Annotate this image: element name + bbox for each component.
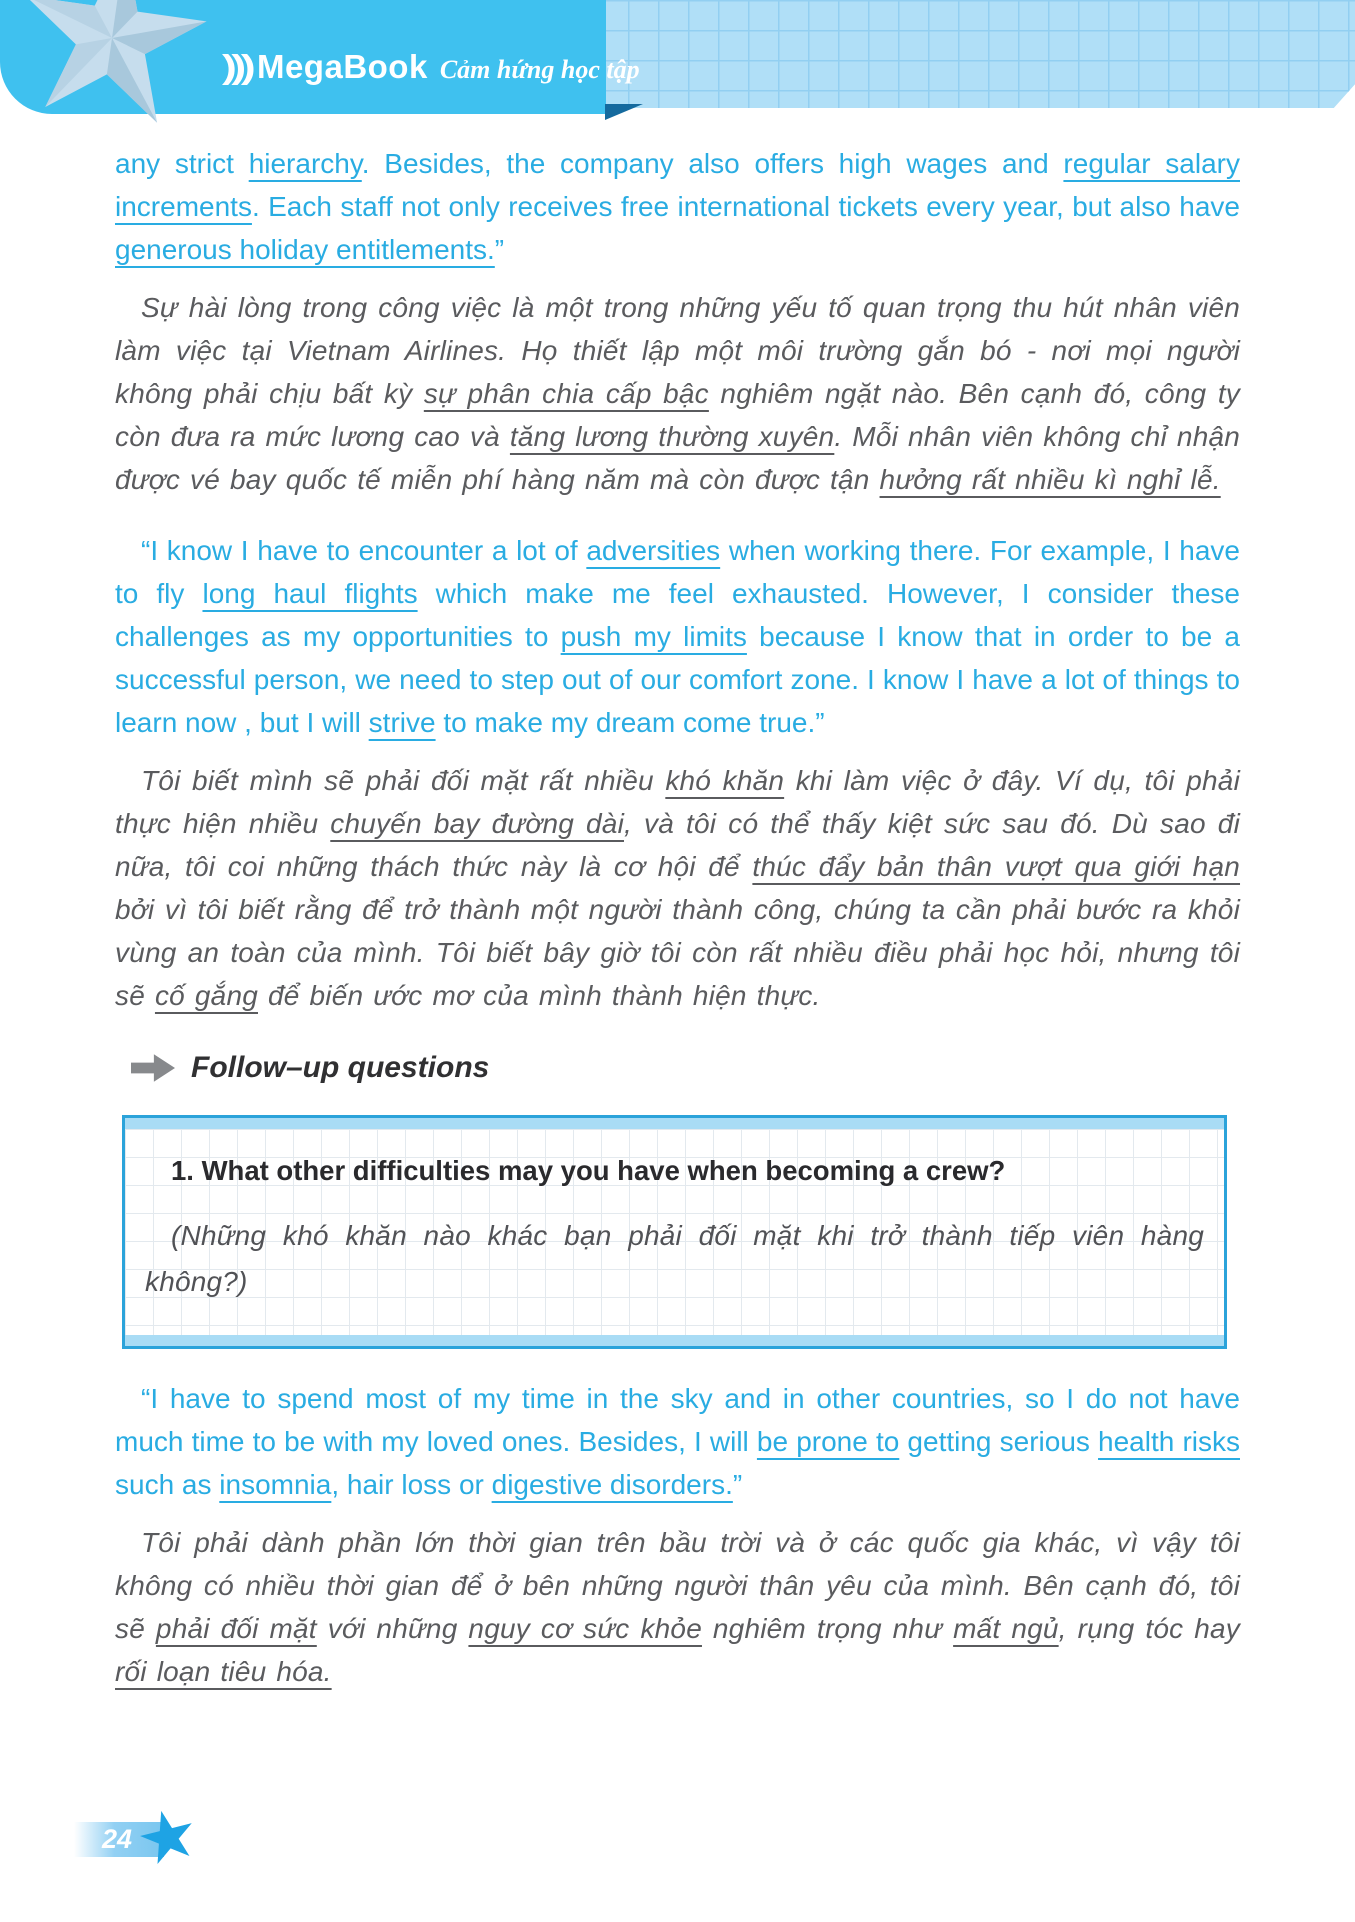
paragraph-english-2: “I know I have to encounter a lot of adversities when working there. For example, I have to fly long haul flights which make me feel exhausted. However, I consider these challenges as my opportunities to push my limits because I know that in order to be a successful person, we need to step out of our comfort zone. I know I have a lot of things to learn now , but I will strive to make my dream come true.” xyxy=(115,535,1241,738)
followup-heading xyxy=(131,1051,1240,1085)
page-content xyxy=(0,142,1355,1693)
brand-name: MegaBook xyxy=(256,48,428,85)
paragraph-english-1: any strict hierarchy. Besides, the company also offers high wages and regular salary increments. Each staff not only receives free international tickets every year, but also have generous holiday entitlements.” xyxy=(115,148,1240,265)
brand-tagline: Cảm hứng học tập xyxy=(439,55,640,84)
question-translation: (Những khó khăn nào khác bạn phải đối mặt khi trở thành tiếp viên hàng không?) xyxy=(145,1220,1204,1297)
question-text: 1. What other difficulties may you have when becoming a crew? xyxy=(171,1155,1006,1186)
question-box xyxy=(122,1115,1227,1349)
arrow-right-icon xyxy=(131,1053,175,1083)
paragraph-vietnamese-3: Tôi phải dành phần lớn thời gian trên bầu trời và ở các quốc gia khác, vì vậy tôi không có nhiều thời gian để ở bên những người thân yêu của mình. Bên cạnh đó, tôi sẽ phải đối mặt với những nguy cơ sức khỏe nghiêm trọng như mất ngủ, rụng tóc hay rối loạn tiêu hóa. xyxy=(115,1527,1240,1687)
page-number: 24 xyxy=(101,1824,133,1854)
grid-paper-decoration xyxy=(598,0,1355,108)
paragraph-vietnamese-2: Tôi biết mình sẽ phải đối mặt rất nhiều khó khăn khi làm việc ở đây. Ví dụ, tôi phải thực hiện nhiều chuyến bay đường dài, và tôi có thể thấy kiệt sức sau đó. Dù sao đi nữa, tôi coi những thách thức này là cơ hội để thúc đẩy bản thân vượt qua giới hạn bởi vì tôi biết rằng để trở thành một người thành công, chúng ta cần phải bước ra khỏi vùng an toàn của mình. Tôi biết bây giờ tôi còn rất nhiều điều phải học hỏi, nhưng tôi sẽ cố gắng để biến ước mơ của mình thành hiện thực. xyxy=(115,765,1241,1011)
star-icon xyxy=(134,1804,202,1872)
brand-chevrons-icon: ))) xyxy=(222,48,251,85)
brand-logo xyxy=(222,48,640,86)
paragraph-english-3: “I have to spend most of my time in the sky and in other countries, so I do not have much time to be with my loved ones. Besides, I will be prone to getting serious health risks such as insomnia, hair loss or digestive disorders.” xyxy=(115,1383,1240,1500)
paragraph-vietnamese-1: Sự hài lòng trong công việc là một trong những yếu tố quan trọng thu hút nhân viên làm việc tại Vietnam Airlines. Họ thiết lập một môi trường gắn bó - nơi mọi người không phải chịu bất kỳ sự phân chia cấp bậc nghiêm ngặt nào. Bên cạnh đó, công ty còn đưa ra mức lương cao và tăng lương thường xuyên. Mỗi nhân viên không chỉ nhận được vé bay quốc tế miễn phí hàng năm mà còn được tận hưởng rất nhiều kì nghỉ lễ. xyxy=(115,292,1241,495)
origami-star-icon xyxy=(16,0,208,134)
question-box-inner xyxy=(125,1129,1224,1335)
followup-heading-label: Follow–up questions xyxy=(191,1051,490,1084)
banner-fold-decoration xyxy=(605,104,643,120)
page-header xyxy=(0,0,1355,116)
